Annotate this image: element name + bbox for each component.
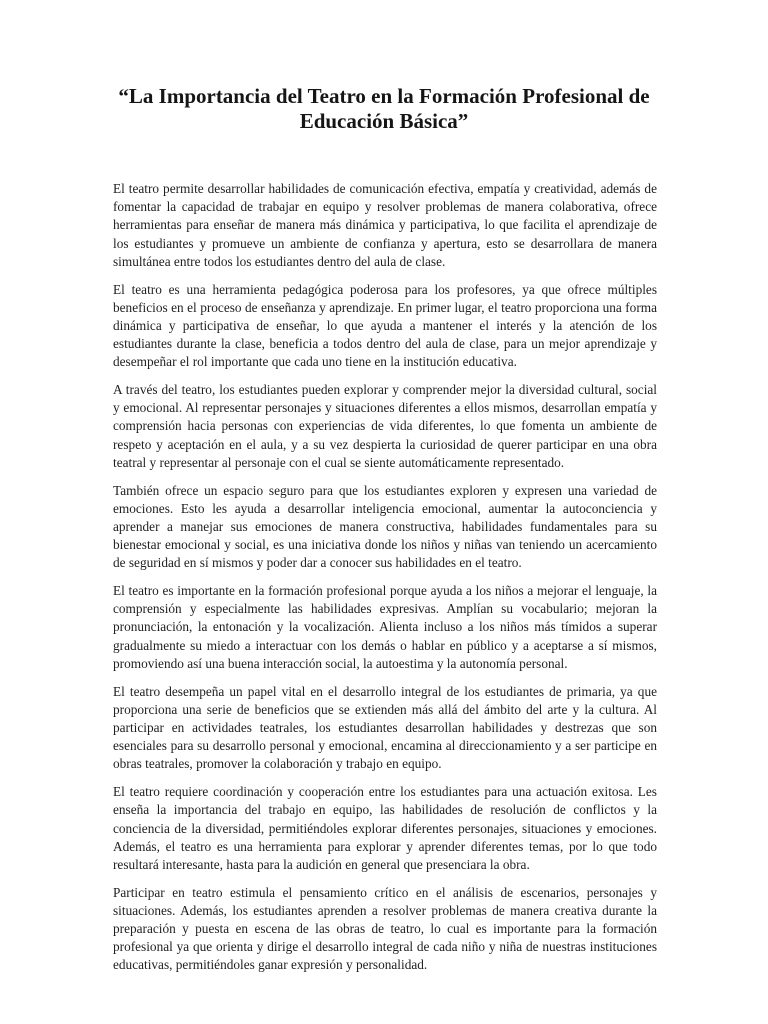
paragraph-2: El teatro es una herramienta pedagógica poderosa para los profesores, ya que ofrece múltiples beneficios en el proceso de enseñanza y aprendizaje. En primer lugar, el teatro proporciona una forma dinámica y participativa de enseñar, lo que ayuda a mantener el interés y la atención de los estudiantes durante la clase, beneficia a todos dentro del aula de clase, para un mejor aprendizaje y desempeñar el rol importante que cada uno tiene en la institución educativa. (113, 281, 657, 370)
paragraph-6: El teatro desempeña un papel vital en el desarrollo integral de los estudiantes de primaria, ya que proporciona una serie de beneficios que se extienden más allá del ámbito del arte y la cultura. Al participar en actividades teatrales, los estudiantes desarrollan habilidades y destrezas que son esenciales para su desarrollo personal y emocional, encamina al direccionamiento y a ser participe en obras teatrales, promover la colaboración y trabajo en equipo. (113, 683, 657, 772)
paragraph-3: A través del teatro, los estudiantes pueden explorar y comprender mejor la diversidad cultural, social y emocional. Al representar personajes y situaciones diferentes a ellos mismos, desarrollan empatía y comprensión hacia personas con experiencias de vida diferentes, lo que fomenta un ambiente de respeto y aceptación en el aula, y a su vez despierta la curiosidad de querer participar en una obra teatral y representar al personaje con el cual se siente automáticamente representado. (113, 382, 657, 470)
paragraph-4: También ofrece un espacio seguro para que los estudiantes exploren y expresen una variedad de emociones. Esto les ayuda a desarrollar inteligencia emocional, aumentar la autoconciencia y aprender a manejar sus emociones de manera constructiva, habilidades fundamentales para su bienestar emocional y social, es una iniciativa donde los niños y niñas van teniendo un acercamiento de seguridad en sí mismos y poder dar a conocer sus habilidades en el teatro. (113, 482, 657, 571)
paragraph-7: El teatro requiere coordinación y cooperación entre los estudiantes para una actuación exitosa. Les enseña la importancia del trabajo en equipo, las habilidades de resolución de conflictos y la conciencia de la diversidad, permitiéndoles explorar diferentes personajes, situaciones y emociones. Además, el teatro es una herramienta para explorar y aprender diferentes temas, por lo que todo resultará interesante, hasta para la audición en general que presenciara la obra. (113, 784, 657, 872)
paragraph-8: Participar en teatro estimula el pensamiento crítico en el análisis de escenarios, personajes y situaciones. Además, los estudiantes aprenden a resolver problemas de manera creativa durante la preparación y puesta en escena de las obras de teatro, lo cual es importante para la formación profesional ya que orienta y dirige el desarrollo integral de cada niño y niña de nuestras instituciones educativas, permitiéndoles ganar expresión y personalidad. (113, 884, 657, 973)
paragraph-5: El teatro es importante en la formación profesional porque ayuda a los niños a mejorar el lenguaje, la comprensión y especialmente las habilidades expresivas. Amplían su vocabulario; mejoran la pronunciación, la entonación y la vocalización. Alienta incluso a los niños más tímidos a superar gradualmente su miedo a interactuar con los demás o hablar en público y a aceptarse a sí mismos, promoviendo así una buena interacción social, la autoestima y la autonomía personal. (113, 583, 657, 671)
document-title: “La Importancia del Teatro en la Formación Profesional de Educación Básica” (118, 84, 650, 133)
document-body (113, 180, 657, 984)
paragraph-1: El teatro permite desarrollar habilidades de comunicación efectiva, empatía y creatividad, además de fomentar la capacidad de trabajar en equipo y resolver problemas de manera colaborativa, ofrece herramientas para enseñar de manera más dinámica y participativa, lo que facilita el aprendizaje de los estudiantes y promueve un ambiente de confianza y apertura, esto se desarrollara de manera simultánea entre todos los estudiantes dentro del aula de clase. (113, 181, 657, 269)
